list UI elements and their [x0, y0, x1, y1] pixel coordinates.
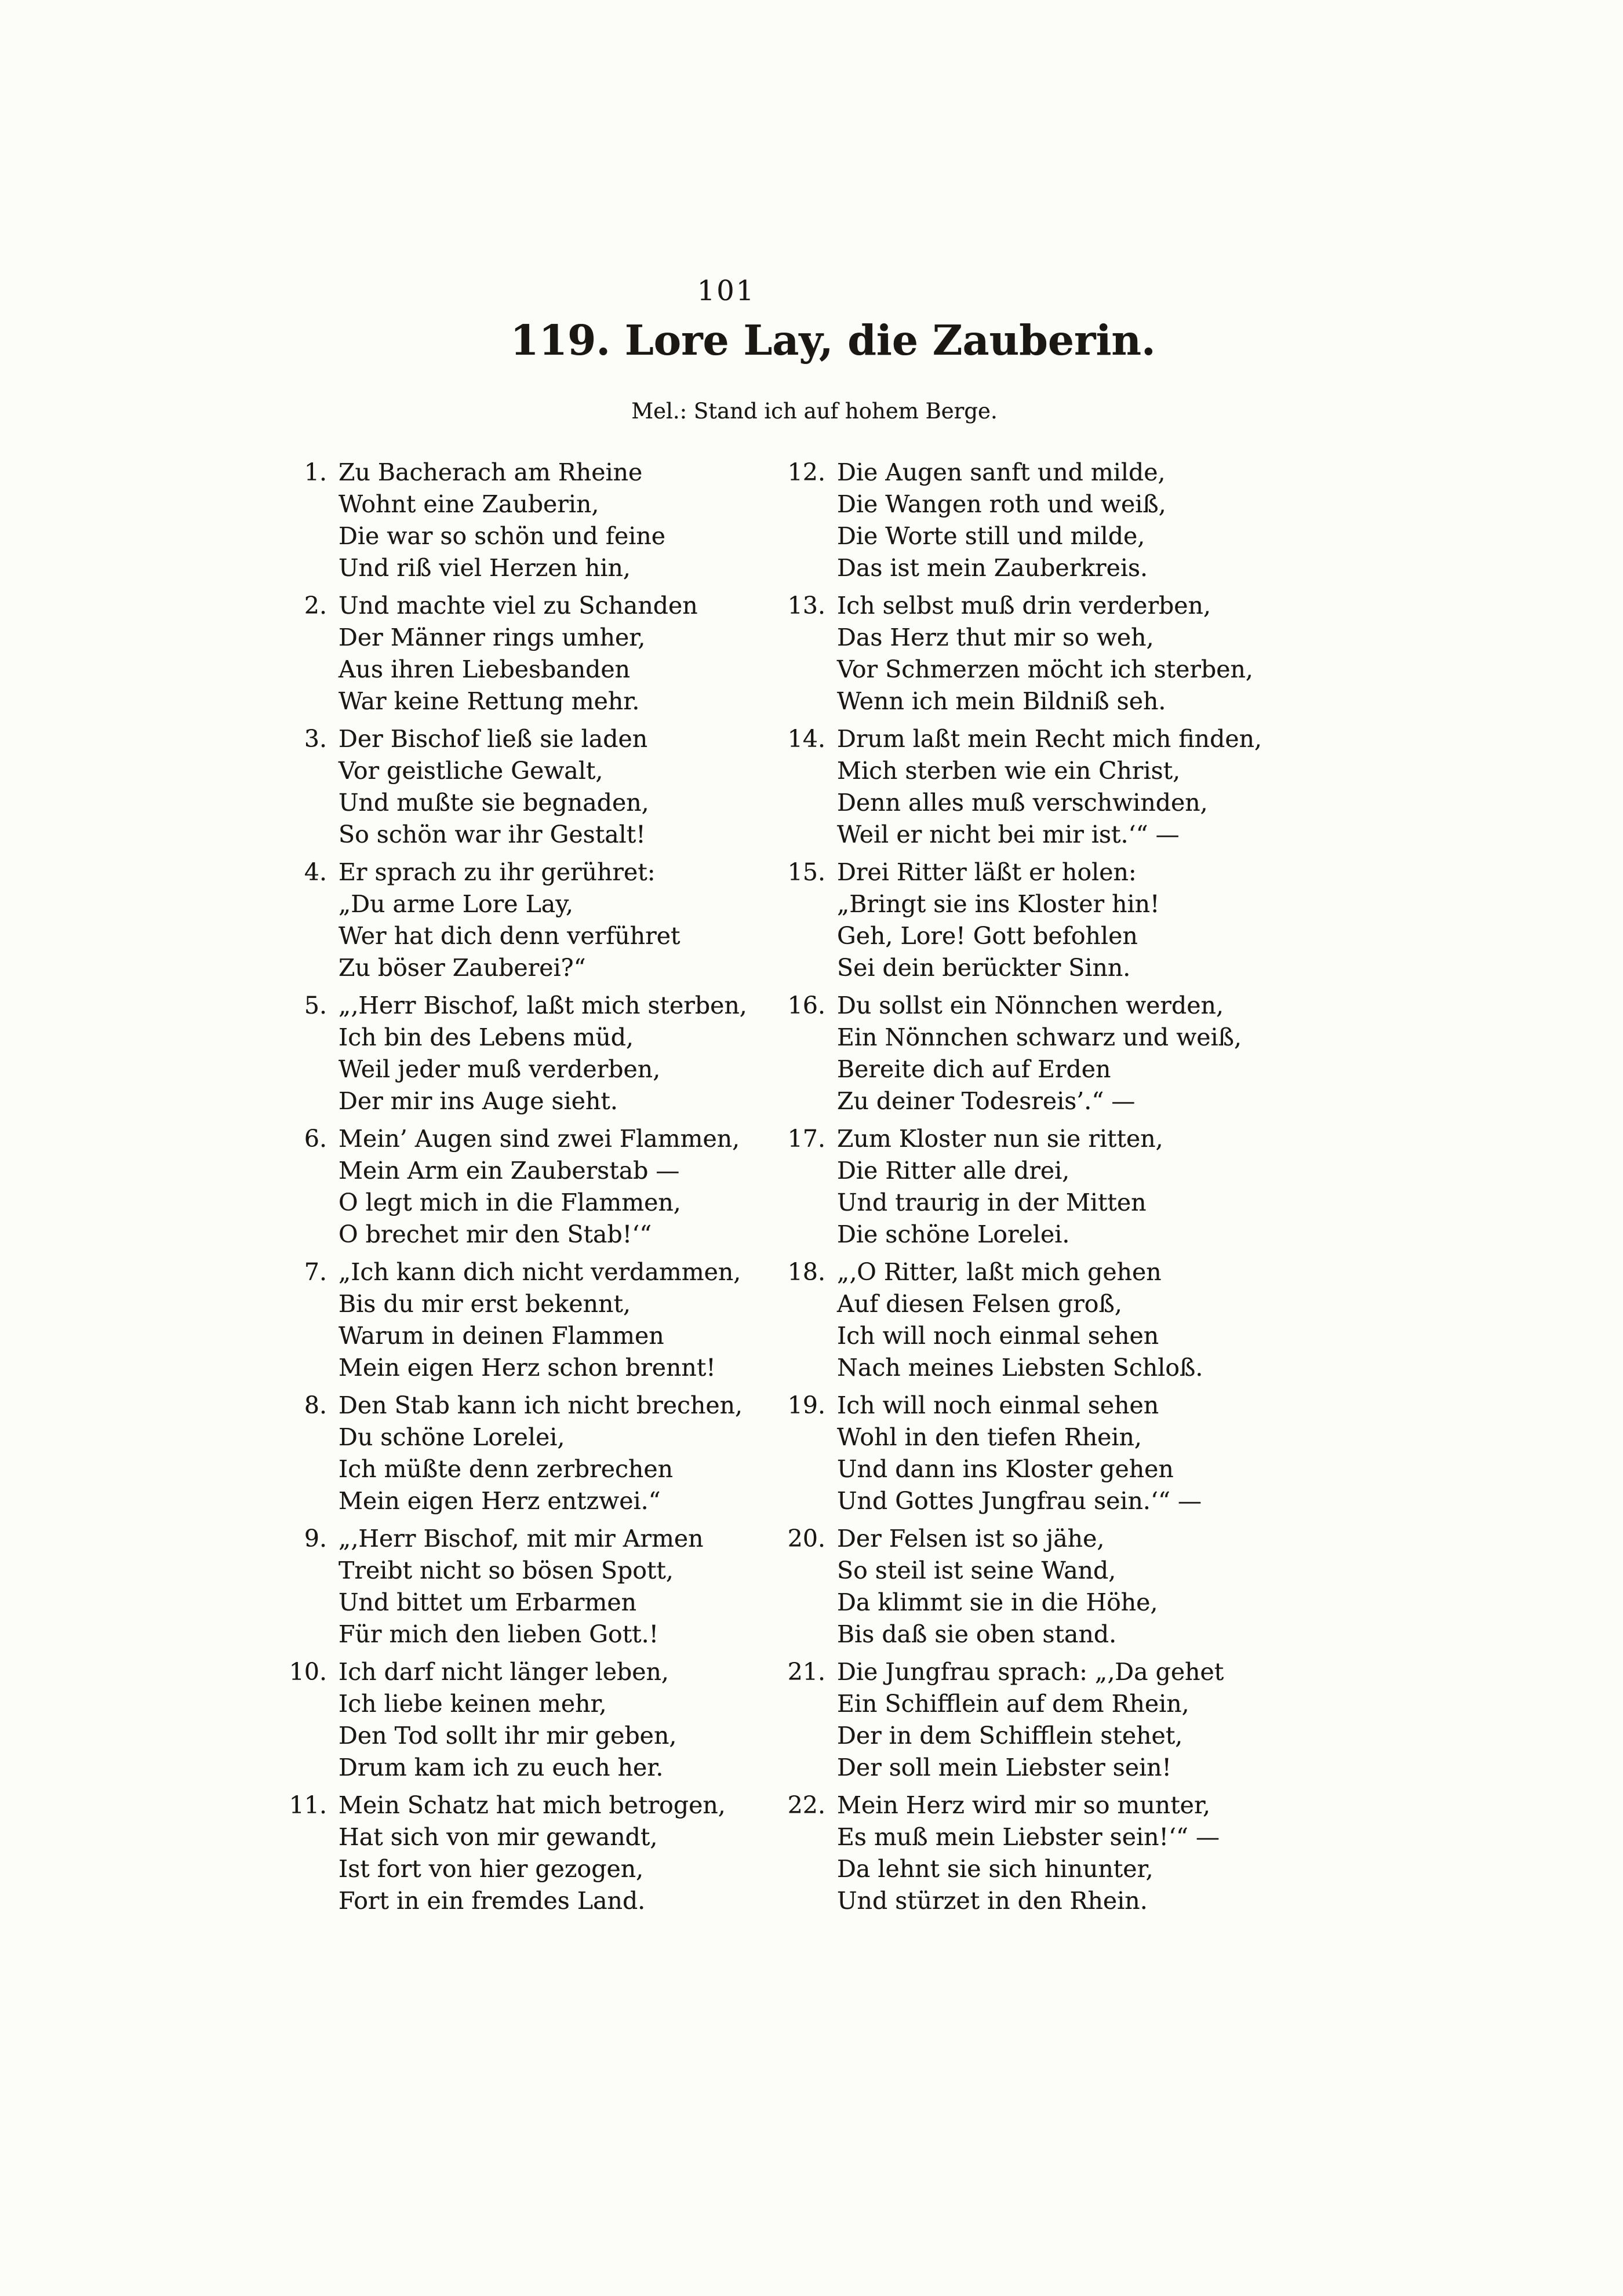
verse-line: Denn alles muß verschwinden,: [837, 789, 1208, 817]
stanza-number: 11.: [289, 1791, 327, 1819]
verse-line: „‚Herr Bischof, laßt mich sterben,: [339, 992, 747, 1019]
stanza-lines: [837, 457, 1356, 584]
stanza-lines: [339, 1523, 777, 1650]
verse-line: Weil jeder muß verderben,: [339, 1055, 661, 1083]
verse-line: „‚Herr Bischof, mit mir Armen: [339, 1525, 704, 1552]
verse-line: Das Herz thut mir so weh,: [837, 624, 1154, 651]
verse-line: Drum kam ich zu euch her.: [339, 1754, 664, 1781]
verse-line: Er sprach zu ihr gerühret:: [339, 858, 656, 886]
stanza: [777, 1523, 1356, 1650]
verse-line: Geh, Lore! Gott befohlen: [837, 922, 1138, 950]
stanza-lines: [837, 1656, 1356, 1784]
verse-line: Hat sich von mir gewandt,: [339, 1823, 658, 1851]
verse-line: Wohnt eine Zauberin,: [339, 490, 599, 518]
verse-line: Drei Ritter läßt er holen:: [837, 858, 1137, 886]
verse-line: Ich selbst muß drin verderben,: [837, 592, 1211, 619]
stanza: [777, 590, 1356, 717]
stanza: [777, 1256, 1356, 1384]
verse-line: Der Felsen ist so jähe,: [837, 1525, 1105, 1552]
stanza-lines: [837, 1256, 1356, 1384]
verse-line: Da klimmt sie in die Höhe,: [837, 1588, 1158, 1616]
stanza-number: 18.: [787, 1258, 825, 1286]
verse-line: Die Wangen roth und weiß,: [837, 490, 1166, 518]
stanza-lines: [837, 1123, 1356, 1251]
stanza: [777, 1123, 1356, 1251]
stanza-lines: [339, 1656, 777, 1784]
stanza: [278, 1790, 777, 1917]
stanza-number: 16.: [787, 992, 825, 1019]
verse-line: Und stürzet in den Rhein.: [837, 1887, 1148, 1915]
stanza-lines: [837, 1523, 1356, 1650]
verse-line: Sei dein berückter Sinn.: [837, 954, 1131, 982]
stanza-number: 9.: [304, 1525, 327, 1552]
stanza-lines: [339, 1123, 777, 1251]
stanza-number: 22.: [787, 1791, 825, 1819]
verse-line: Warum in deinen Flammen: [339, 1322, 664, 1350]
verse-line: Der in dem Schifflein stehet,: [837, 1722, 1183, 1750]
verse-line: Die schöne Lorelei.: [837, 1220, 1070, 1248]
stanza-lines: [339, 1790, 777, 1917]
verse-column-right: [777, 457, 1356, 1923]
verse-line: Und machte viel zu Schanden: [339, 592, 698, 619]
verse-line: Mein’ Augen sind zwei Flammen,: [339, 1125, 740, 1153]
stanza-lines: [837, 857, 1356, 984]
verse-line: So schön war ihr Gestalt!: [339, 821, 646, 848]
verse-line: „Bringt sie ins Kloster hin!: [837, 890, 1160, 918]
verse-line: Der mir ins Auge sieht.: [339, 1087, 618, 1115]
verse-line: Für mich den lieben Gott.!: [339, 1620, 659, 1648]
stanza: [777, 857, 1356, 984]
stanza-lines: [339, 723, 777, 851]
stanza-lines: [339, 1256, 777, 1384]
stanza-number: 10.: [289, 1658, 327, 1686]
verse-line: Den Tod sollt ihr mir geben,: [339, 1722, 677, 1750]
stanza-number: 12.: [787, 458, 825, 486]
stanza: [278, 1523, 777, 1650]
verse-line: Aus ihren Liebesbanden: [339, 655, 631, 683]
stanza: [777, 990, 1356, 1117]
melody-note: Mel.: Stand ich auf hohem Berge.: [631, 399, 998, 424]
stanza-number: 19.: [787, 1391, 825, 1419]
verse-line: Nach meines Liebsten Schloß.: [837, 1354, 1203, 1382]
stanza: [278, 723, 777, 851]
verse-line: Mein Arm ein Zauberstab —: [339, 1157, 680, 1185]
stanza-number: 17.: [787, 1125, 825, 1153]
stanza-number: 13.: [787, 592, 825, 619]
verse-line: Bis du mir erst bekennt,: [339, 1290, 631, 1318]
verse-line: Zu böser Zauberei?“: [339, 954, 586, 982]
stanza: [278, 1390, 777, 1517]
stanza-number: 20.: [787, 1525, 825, 1552]
stanza: [278, 1123, 777, 1251]
verse-line: Ein Schifflein auf dem Rhein,: [837, 1690, 1189, 1718]
stanza-number: 7.: [304, 1258, 327, 1286]
verse-line: Und traurig in der Mitten: [837, 1189, 1147, 1216]
verse-line: „Du arme Lore Lay,: [339, 890, 573, 918]
verse-line: Und Gottes Jungfrau sein.‘“ —: [837, 1487, 1202, 1515]
verse-line: Und riß viel Herzen hin,: [339, 554, 631, 582]
verse-line: Ich will noch einmal sehen: [837, 1391, 1159, 1419]
verse-line: Und dann ins Kloster gehen: [837, 1455, 1174, 1483]
verse-line: Die Worte still und milde,: [837, 522, 1145, 550]
verse-line: Du schöne Lorelei,: [339, 1423, 565, 1451]
verse-line: Mein Herz wird mir so munter,: [837, 1791, 1211, 1819]
stanza-number: 6.: [304, 1125, 327, 1153]
verse-line: Zu deiner Todesreis’.“ —: [837, 1087, 1136, 1115]
verse-line: So steil ist seine Wand,: [837, 1557, 1116, 1584]
verse-line: Das ist mein Zauberkreis.: [837, 554, 1148, 582]
verse-line: Ich bin des Lebens müd,: [339, 1023, 634, 1051]
verse-line: Wohl in den tiefen Rhein,: [837, 1423, 1142, 1451]
verse-line: Wer hat dich denn verführet: [339, 922, 681, 950]
verse-line: Den Stab kann ich nicht brechen,: [339, 1391, 743, 1419]
verse-line: Ein Nönnchen schwarz und weiß,: [837, 1023, 1242, 1051]
verse-line: Bis daß sie oben stand.: [837, 1620, 1117, 1648]
stanza-lines: [837, 1790, 1356, 1917]
stanza-lines: [837, 990, 1356, 1117]
verse-line: Die Jungfrau sprach: „‚Da gehet: [837, 1658, 1224, 1686]
verse-line: „‚O Ritter, laßt mich gehen: [837, 1258, 1162, 1286]
stanza-number: 15.: [787, 858, 825, 886]
verse-column-left: [278, 457, 777, 1923]
verse-line: Vor geistliche Gewalt,: [339, 757, 603, 785]
verse-line: Weil er nicht bei mir ist.‘“ —: [837, 821, 1180, 848]
verse-line: Drum laßt mein Recht mich finden,: [837, 725, 1262, 753]
verse-line: Ist fort von hier gezogen,: [339, 1855, 644, 1883]
verse-line: Ich darf nicht länger leben,: [339, 1658, 669, 1686]
stanza: [278, 1656, 777, 1784]
verse-line: Mich sterben wie ein Christ,: [837, 757, 1181, 785]
verse-line: Der Männer rings umher,: [339, 624, 646, 651]
verse-line: Mein eigen Herz entzwei.“: [339, 1487, 661, 1515]
song-title: 119. Lore Lay, die Zauberin.: [510, 316, 1156, 365]
stanza-lines: [339, 590, 777, 717]
verse-line: Die war so schön und feine: [339, 522, 666, 550]
verse-line: O brechet mir den Stab!‘“: [339, 1220, 652, 1248]
stanza: [278, 590, 777, 717]
verse-line: Treibt nicht so bösen Spott,: [339, 1557, 674, 1584]
verse-line: Es muß mein Liebster sein!‘“ —: [837, 1823, 1220, 1851]
verse-line: Die Ritter alle drei,: [837, 1157, 1070, 1185]
stanza: [278, 857, 777, 984]
stanza-lines: [339, 857, 777, 984]
stanza-number: 21.: [787, 1658, 825, 1686]
verse-line: Zu Bacherach am Rheine: [339, 458, 643, 486]
stanza-lines: [837, 590, 1356, 717]
verse-line: Du sollst ein Nönnchen werden,: [837, 992, 1224, 1019]
verse-line: Mein Schatz hat mich betrogen,: [339, 1791, 726, 1819]
stanza-number: 3.: [304, 725, 327, 753]
page-number: 101: [697, 275, 756, 307]
verse-line: Vor Schmerzen möcht ich sterben,: [837, 655, 1253, 683]
stanza-lines: [339, 1390, 777, 1517]
stanza: [777, 723, 1356, 851]
stanza: [777, 1790, 1356, 1917]
verse-line: Der Bischof ließ sie laden: [339, 725, 648, 753]
verse-line: Ich müßte denn zerbrechen: [339, 1455, 674, 1483]
stanza-number: 1.: [304, 458, 327, 486]
verse-line: Fort in ein fremdes Land.: [339, 1887, 646, 1915]
verse-line: „Ich kann dich nicht verdammen,: [339, 1258, 741, 1286]
stanza-number: 8.: [304, 1391, 327, 1419]
verse-line: Wenn ich mein Bildniß seh.: [837, 687, 1166, 715]
stanza-lines: [837, 1390, 1356, 1517]
verse-line: Da lehnt sie sich hinunter,: [837, 1855, 1153, 1883]
verse-line: Und mußte sie begnaden,: [339, 789, 649, 817]
verse-line: Mein eigen Herz schon brennt!: [339, 1354, 716, 1382]
stanza: [777, 1656, 1356, 1784]
verse-line: Und bittet um Erbarmen: [339, 1588, 637, 1616]
stanza-number: 14.: [787, 725, 825, 753]
stanza: [278, 1256, 777, 1384]
verse-line: War keine Rettung mehr.: [339, 687, 640, 715]
verse-line: Auf diesen Felsen groß,: [837, 1290, 1122, 1318]
verse-line: Bereite dich auf Erden: [837, 1055, 1111, 1083]
stanza: [278, 990, 777, 1117]
verse-line: Ich will noch einmal sehen: [837, 1322, 1159, 1350]
stanza-number: 4.: [304, 858, 327, 886]
stanza-lines: [339, 457, 777, 584]
verse-line: Der soll mein Liebster sein!: [837, 1754, 1172, 1781]
stanza-lines: [837, 723, 1356, 851]
verse-line: Zum Kloster nun sie ritten,: [837, 1125, 1163, 1153]
stanza: [278, 457, 777, 584]
stanza-number: 5.: [304, 992, 327, 1019]
verse-line: Die Augen sanft und milde,: [837, 458, 1166, 486]
stanza-lines: [339, 990, 777, 1117]
stanza: [777, 1390, 1356, 1517]
stanza-number: 2.: [304, 592, 327, 619]
stanza: [777, 457, 1356, 584]
verse-line: O legt mich in die Flammen,: [339, 1189, 681, 1216]
verse-line: Ich liebe keinen mehr,: [339, 1690, 607, 1718]
